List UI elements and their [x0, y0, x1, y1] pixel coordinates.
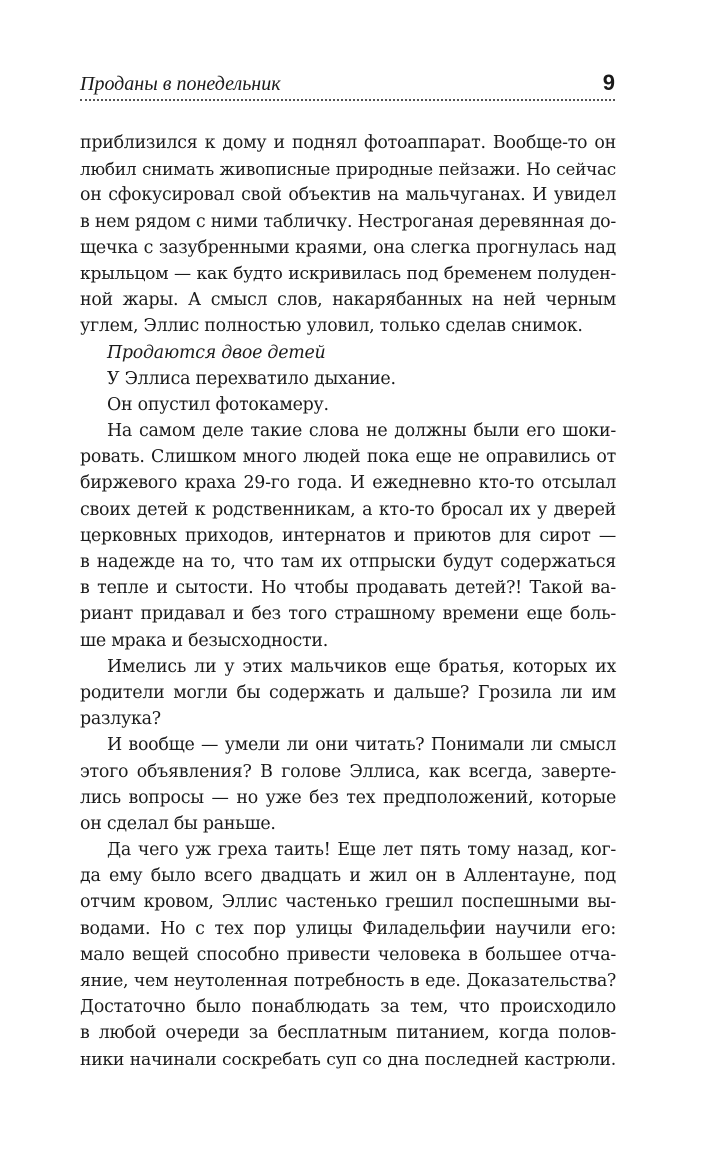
text-line: Да чего уж греха таить! Еще лет пять тому назад, ког-: [107, 840, 616, 861]
text-line: У Эллиса перехватило дыхание.: [107, 368, 396, 389]
text-line: он сфокусировал свой объектив на мальчуганах. И увидел: [80, 185, 616, 206]
text-line: лись вопросы — но уже без тех предположений, которые: [80, 787, 616, 808]
text-line: крыльцом — как будто искривилась под бременем полуден-: [80, 263, 616, 284]
text-line: в нем рядом с ними табличку. Нестроганая деревянная до-: [80, 211, 616, 232]
text-line: приблизился к дому и поднял фотоаппарат. Вообще-то он: [80, 133, 616, 153]
page-header: [80, 70, 615, 104]
text-line: ной жары. А смысл слов, накарябанных на ней черным: [80, 290, 616, 311]
text-line: ше мрака и безысходности.: [80, 630, 329, 651]
text-line: водами. Но с тех пор улицы Филадельфии научили его:: [80, 918, 616, 939]
body-text: [80, 130, 616, 1073]
text-line: ники начинали соскребать суп со дна последней кастрюли.: [80, 1049, 616, 1070]
text-line: риант придавал и без того страшному времени еще боль-: [80, 604, 616, 625]
page-number: 9: [602, 70, 615, 95]
text-line: церковных приходов, интернатов и приютов для сирот —: [80, 525, 616, 546]
text-line: в тепле и сытости. Но чтобы продавать детей?! Такой ва-: [80, 578, 616, 599]
text-line: родители могли бы содержать и дальше? Грозила ли им: [80, 682, 616, 703]
text-line: углем, Эллис полностью уловил, только сделав снимок.: [80, 316, 583, 337]
text-line: яние, чем неутоленная потребность в еде. Доказательства?: [80, 971, 616, 991]
text-line: И вообще — умели ли они читать? Понимали ли смысл: [107, 735, 616, 756]
running-title: Проданы в понедельник: [80, 73, 281, 95]
text-line: да ему было всего двадцать и жил он в Аллентауне, под: [80, 866, 616, 887]
text-line: отчим кровом, Эллис частенько грешил поспешными вы-: [80, 892, 616, 913]
text-line: Он опустил фотокамеру.: [107, 394, 329, 415]
text-line: своих детей к родственникам, а кто-то бросал их у дверей: [80, 499, 616, 520]
text-line: разлука?: [80, 709, 161, 730]
text-line: Достаточно было понаблюдать за тем, что происходило: [80, 997, 616, 1018]
text-line: На самом деле такие слова не должны были его шоки-: [107, 421, 616, 442]
text-line: щечка с зазубренными краями, она слегка прогнулась над: [80, 237, 616, 258]
text-line: он сделал бы раньше.: [80, 813, 276, 834]
text-line: этого объявления? В голове Эллиса, как всегда, заверте-: [80, 761, 616, 782]
text-line: в надежде на то, что там их отпрыски будут содержаться: [80, 552, 616, 572]
text-line: мало вещей способно привести человека в большее отча-: [80, 944, 616, 965]
text-line: любил снимать живописные природные пейзажи. Но сейчас: [80, 159, 616, 180]
text-line: Имелись ли у этих мальчиков еще братья, которых их: [107, 656, 616, 677]
text-line: биржевого краха 29-го года. И ежедневно кто-то отсылал: [80, 473, 616, 494]
text-line: ровать. Слишком много людей пока еще не оправились от: [80, 447, 616, 468]
header-dotted-rule: [80, 99, 615, 101]
text-line: в любой очереди за бесплатным питанием, когда полов-: [80, 1023, 616, 1044]
sign-text-line: Продаются двое детей: [107, 342, 326, 363]
